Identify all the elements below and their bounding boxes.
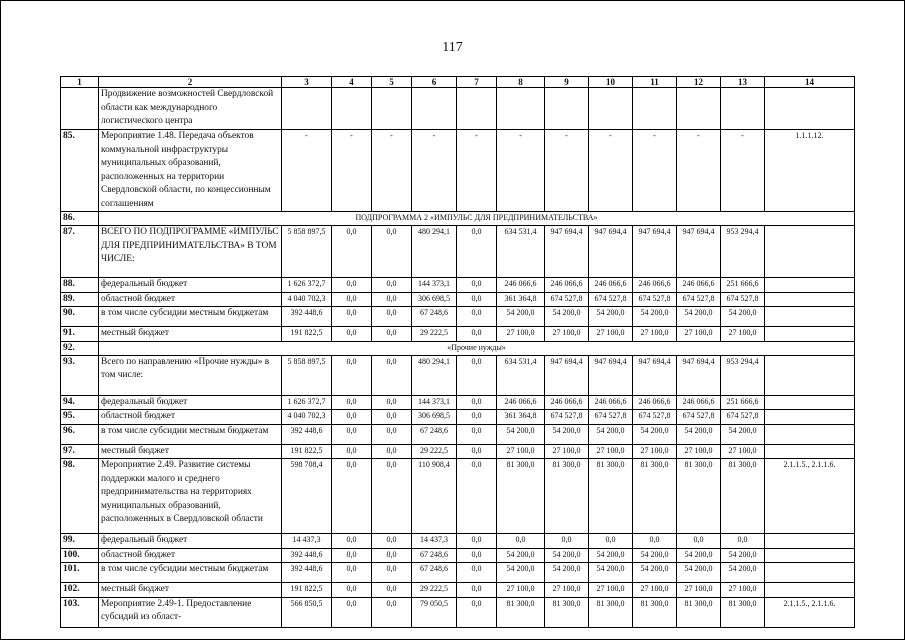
value-cell-col-11: 674 527,8 xyxy=(633,410,677,425)
value-cell-col-12: 27 100,0 xyxy=(677,583,721,598)
target-ref: 2.1.1.5., 2.1.1.6. xyxy=(765,597,855,627)
value-cell-col-3: 4 040 702,3 xyxy=(282,292,332,307)
value-cell-col-3: 5 858 897,5 xyxy=(282,355,332,395)
row-name: федеральный бюджет xyxy=(99,395,282,410)
row-number: 98. xyxy=(61,459,99,534)
target-ref: 2.1.1.5., 2.1.1.6. xyxy=(765,459,855,534)
value-cell-col-10: 27 100,0 xyxy=(589,327,633,342)
table-row xyxy=(61,410,855,425)
value-cell-col-7: 0,0 xyxy=(457,410,497,425)
value-cell-col-4: 0,0 xyxy=(332,459,372,534)
value-cell-col-5: 0,0 xyxy=(372,395,412,410)
value-cell-col-3: 566 850,5 xyxy=(282,597,332,627)
value-cell-col-13: - xyxy=(721,130,765,212)
header-cell-6: 6 xyxy=(412,77,457,88)
target-ref xyxy=(765,548,855,563)
target-ref xyxy=(765,226,855,278)
value-cell-col-13: 27 100,0 xyxy=(721,327,765,342)
value-cell-col-5: 0,0 xyxy=(372,563,412,583)
value-cell-col-3: 392 448,6 xyxy=(282,548,332,563)
row-number: 86. xyxy=(61,212,99,226)
value-cell-col-12: 54 200,0 xyxy=(677,548,721,563)
value-cell-col-4: - xyxy=(332,130,372,212)
value-cell-col-8: 54 200,0 xyxy=(497,563,545,583)
value-cell-col-3: 4 040 702,3 xyxy=(282,410,332,425)
value-cell-col-6: 29 222,5 xyxy=(412,444,457,459)
value-cell-col-8: 634 531,4 xyxy=(497,226,545,278)
table-row xyxy=(61,563,855,583)
header-row xyxy=(61,77,855,88)
target-ref: 1.1.1.12. xyxy=(765,130,855,212)
row-name: областной бюджет xyxy=(99,548,282,563)
budget-table xyxy=(60,76,855,628)
value-cell-col-12: 674 527,8 xyxy=(677,410,721,425)
row-number: 97. xyxy=(61,444,99,459)
table-row xyxy=(61,327,855,342)
row-number: 95. xyxy=(61,410,99,425)
value-cell-col-8: - xyxy=(497,130,545,212)
table-row xyxy=(61,395,855,410)
value-cell-col-4: 0,0 xyxy=(332,548,372,563)
row-number: 91. xyxy=(61,327,99,342)
row-number: 101. xyxy=(61,563,99,583)
value-cell-col-3: 392 448,6 xyxy=(282,424,332,444)
value-cell-col-11: 246 066,6 xyxy=(633,395,677,410)
value-cell-col-9: - xyxy=(545,130,589,212)
value-cell-col-13: 251 666,6 xyxy=(721,278,765,293)
value-cell-col-7: 0,0 xyxy=(457,292,497,307)
value-cell-col-6: 14 437,3 xyxy=(412,534,457,549)
target-ref xyxy=(765,563,855,583)
target-ref xyxy=(765,355,855,395)
value-cell-col-12: - xyxy=(677,130,721,212)
table-row xyxy=(61,355,855,395)
row-number: 87. xyxy=(61,226,99,278)
value-cell-col-10 xyxy=(589,88,633,130)
value-cell-col-9: 0,0 xyxy=(545,534,589,549)
value-cell-col-12: 81 300,0 xyxy=(677,459,721,534)
value-cell-col-7: 0,0 xyxy=(457,459,497,534)
value-cell-col-7: 0,0 xyxy=(457,534,497,549)
target-ref xyxy=(765,444,855,459)
value-cell-col-7: 0,0 xyxy=(457,226,497,278)
value-cell-col-6: 110 908,4 xyxy=(412,459,457,534)
value-cell-col-5: 0,0 xyxy=(372,327,412,342)
value-cell-col-10: 54 200,0 xyxy=(589,563,633,583)
value-cell-col-8: 54 200,0 xyxy=(497,548,545,563)
value-cell-col-7: 0,0 xyxy=(457,563,497,583)
row-number xyxy=(61,88,99,130)
header-cell-14: 14 xyxy=(765,77,855,88)
value-cell-col-4: 0,0 xyxy=(332,278,372,293)
value-cell-col-9: 947 694,4 xyxy=(545,355,589,395)
row-number: 103. xyxy=(61,597,99,627)
value-cell-col-7: 0,0 xyxy=(457,424,497,444)
value-cell-col-13: 251 666,6 xyxy=(721,395,765,410)
value-cell-col-10: 674 527,8 xyxy=(589,410,633,425)
row-name: местный бюджет xyxy=(99,444,282,459)
value-cell-col-6: 144 373,1 xyxy=(412,278,457,293)
target-ref xyxy=(765,583,855,598)
table-row xyxy=(61,444,855,459)
target-ref xyxy=(765,278,855,293)
value-cell-col-12: 27 100,0 xyxy=(677,327,721,342)
value-cell-col-5: 0,0 xyxy=(372,444,412,459)
table-row xyxy=(61,292,855,307)
value-cell-col-11: 81 300,0 xyxy=(633,459,677,534)
value-cell-col-9: 674 527,8 xyxy=(545,292,589,307)
value-cell-col-9: 27 100,0 xyxy=(545,444,589,459)
value-cell-col-7: 0,0 xyxy=(457,395,497,410)
value-cell-col-8: 246 066,6 xyxy=(497,278,545,293)
value-cell-col-7: 0,0 xyxy=(457,444,497,459)
table-row xyxy=(61,597,855,627)
row-number: 90. xyxy=(61,307,99,327)
value-cell-col-13: 674 527,8 xyxy=(721,410,765,425)
value-cell-col-8: 27 100,0 xyxy=(497,583,545,598)
value-cell-col-11: 947 694,4 xyxy=(633,226,677,278)
value-cell-col-9: 54 200,0 xyxy=(545,424,589,444)
value-cell-col-9: 674 527,8 xyxy=(545,410,589,425)
section-title: ПОДПРОГРАММА 2 «ИМПУЛЬС ДЛЯ ПРЕДПРИНИМАТЕЛЬСТВА» xyxy=(99,212,855,226)
page-number: 117 xyxy=(442,40,463,55)
value-cell-col-8: 81 300,0 xyxy=(497,597,545,627)
row-name: местный бюджет xyxy=(99,327,282,342)
value-cell-col-11: 674 527,8 xyxy=(633,292,677,307)
value-cell-col-9 xyxy=(545,88,589,130)
value-cell-col-5 xyxy=(372,88,412,130)
header-cell-4: 4 xyxy=(332,77,372,88)
value-cell-col-12: 0,0 xyxy=(677,534,721,549)
value-cell-col-5: 0,0 xyxy=(372,307,412,327)
value-cell-col-4: 0,0 xyxy=(332,563,372,583)
value-cell-col-3: - xyxy=(282,130,332,212)
value-cell-col-4: 0,0 xyxy=(332,355,372,395)
value-cell-col-13: 27 100,0 xyxy=(721,583,765,598)
target-ref xyxy=(765,307,855,327)
value-cell-col-13: 54 200,0 xyxy=(721,307,765,327)
value-cell-col-8: 634 531,4 xyxy=(497,355,545,395)
value-cell-col-7: 0,0 xyxy=(457,548,497,563)
header-cell-2: 2 xyxy=(99,77,282,88)
value-cell-col-5: 0,0 xyxy=(372,278,412,293)
table-row xyxy=(61,534,855,549)
row-name: федеральный бюджет xyxy=(99,534,282,549)
section-title: «Прочие нужды» xyxy=(99,341,855,355)
value-cell-col-6: 29 222,5 xyxy=(412,327,457,342)
value-cell-col-5: 0,0 xyxy=(372,292,412,307)
value-cell-col-10: 54 200,0 xyxy=(589,424,633,444)
value-cell-col-12: 27 100,0 xyxy=(677,444,721,459)
value-cell-col-11: 54 200,0 xyxy=(633,424,677,444)
value-cell-col-5: 0,0 xyxy=(372,534,412,549)
row-name: Всего по направлению «Прочие нужды» в том числе: xyxy=(99,355,282,395)
value-cell-col-6: 79 050,5 xyxy=(412,597,457,627)
value-cell-col-11: 54 200,0 xyxy=(633,307,677,327)
row-number: 99. xyxy=(61,534,99,549)
value-cell-col-11: 54 200,0 xyxy=(633,548,677,563)
table-row xyxy=(61,459,855,534)
value-cell-col-9: 27 100,0 xyxy=(545,327,589,342)
value-cell-col-3: 598 708,4 xyxy=(282,459,332,534)
value-cell-col-8: 54 200,0 xyxy=(497,424,545,444)
table-row xyxy=(61,548,855,563)
value-cell-col-8: 81 300,0 xyxy=(497,459,545,534)
row-number: 88. xyxy=(61,278,99,293)
value-cell-col-11: 947 694,4 xyxy=(633,355,677,395)
value-cell-col-6: 67 248,6 xyxy=(412,548,457,563)
value-cell-col-6: 480 294,1 xyxy=(412,226,457,278)
target-ref xyxy=(765,410,855,425)
table-row xyxy=(61,130,855,212)
value-cell-col-4: 0,0 xyxy=(332,226,372,278)
value-cell-col-4: 0,0 xyxy=(332,292,372,307)
value-cell-col-4 xyxy=(332,88,372,130)
value-cell-col-9: 246 066,6 xyxy=(545,395,589,410)
value-cell-col-4: 0,0 xyxy=(332,534,372,549)
value-cell-col-13: 54 200,0 xyxy=(721,563,765,583)
value-cell-col-10: 674 527,8 xyxy=(589,292,633,307)
row-name: в том числе субсидии местным бюджетам xyxy=(99,563,282,583)
value-cell-col-8: 27 100,0 xyxy=(497,444,545,459)
section-row xyxy=(61,341,855,355)
value-cell-col-12: 54 200,0 xyxy=(677,424,721,444)
row-name: областной бюджет xyxy=(99,292,282,307)
value-cell-col-10: 27 100,0 xyxy=(589,444,633,459)
header-cell-13: 13 xyxy=(721,77,765,88)
value-cell-col-8 xyxy=(497,88,545,130)
value-cell-col-6: 67 248,6 xyxy=(412,307,457,327)
value-cell-col-13 xyxy=(721,88,765,130)
row-name: федеральный бюджет xyxy=(99,278,282,293)
value-cell-col-13: 0,0 xyxy=(721,534,765,549)
header-cell-7: 7 xyxy=(457,77,497,88)
value-cell-col-8: 27 100,0 xyxy=(497,327,545,342)
row-number: 89. xyxy=(61,292,99,307)
value-cell-col-6: 29 222,5 xyxy=(412,583,457,598)
value-cell-col-3: 191 822,5 xyxy=(282,327,332,342)
header-cell-9: 9 xyxy=(545,77,589,88)
value-cell-col-11: 246 066,6 xyxy=(633,278,677,293)
header-cell-10: 10 xyxy=(589,77,633,88)
row-name: Мероприятие 2.49. Развитие системы поддержки малого и среднего предпринимательства на территориях муниципальных образований, расположенных в Свердловской области xyxy=(99,459,282,534)
header-cell-1: 1 xyxy=(61,77,99,88)
value-cell-col-4: 0,0 xyxy=(332,424,372,444)
value-cell-col-10: 947 694,4 xyxy=(589,226,633,278)
value-cell-col-6: - xyxy=(412,130,457,212)
value-cell-col-11: - xyxy=(633,130,677,212)
target-ref xyxy=(765,395,855,410)
value-cell-col-9: 54 200,0 xyxy=(545,563,589,583)
value-cell-col-5: 0,0 xyxy=(372,597,412,627)
value-cell-col-3: 14 437,3 xyxy=(282,534,332,549)
value-cell-col-12: 54 200,0 xyxy=(677,307,721,327)
value-cell-col-7: 0,0 xyxy=(457,327,497,342)
target-ref xyxy=(765,327,855,342)
value-cell-col-10: - xyxy=(589,130,633,212)
value-cell-col-3: 5 858 897,5 xyxy=(282,226,332,278)
value-cell-col-10: 246 066,6 xyxy=(589,395,633,410)
value-cell-col-7 xyxy=(457,88,497,130)
target-ref xyxy=(765,88,855,130)
value-cell-col-3: 191 822,5 xyxy=(282,583,332,598)
value-cell-col-13: 54 200,0 xyxy=(721,424,765,444)
value-cell-col-3: 191 822,5 xyxy=(282,444,332,459)
value-cell-col-9: 27 100,0 xyxy=(545,583,589,598)
value-cell-col-5: 0,0 xyxy=(372,424,412,444)
table-row xyxy=(61,88,855,130)
value-cell-col-4: 0,0 xyxy=(332,583,372,598)
target-ref xyxy=(765,292,855,307)
target-ref xyxy=(765,424,855,444)
value-cell-col-12: 947 694,4 xyxy=(677,355,721,395)
value-cell-col-7: - xyxy=(457,130,497,212)
value-cell-col-12: 674 527,8 xyxy=(677,292,721,307)
value-cell-col-5: 0,0 xyxy=(372,410,412,425)
value-cell-col-10: 81 300,0 xyxy=(589,597,633,627)
table-row xyxy=(61,278,855,293)
value-cell-col-3: 392 448,6 xyxy=(282,563,332,583)
table-row xyxy=(61,226,855,278)
value-cell-col-9: 81 300,0 xyxy=(545,459,589,534)
value-cell-col-9: 54 200,0 xyxy=(545,307,589,327)
value-cell-col-9: 81 300,0 xyxy=(545,597,589,627)
value-cell-col-10: 54 200,0 xyxy=(589,548,633,563)
header-cell-12: 12 xyxy=(677,77,721,88)
section-row xyxy=(61,212,855,226)
value-cell-col-9: 54 200,0 xyxy=(545,548,589,563)
value-cell-col-3: 392 448,6 xyxy=(282,307,332,327)
value-cell-col-4: 0,0 xyxy=(332,327,372,342)
value-cell-col-13: 674 527,8 xyxy=(721,292,765,307)
value-cell-col-6: 67 248,6 xyxy=(412,424,457,444)
value-cell-col-6 xyxy=(412,88,457,130)
table-row xyxy=(61,424,855,444)
value-cell-col-8: 361 364,8 xyxy=(497,292,545,307)
row-name: областной бюджет xyxy=(99,410,282,425)
value-cell-col-5: 0,0 xyxy=(372,583,412,598)
row-name: ВСЕГО ПО ПОДПРОГРАММЕ «ИМПУЛЬС ДЛЯ ПРЕДПРИНИМАТЕЛЬСТВА» В ТОМ ЧИСЛЕ: xyxy=(99,226,282,278)
value-cell-col-6: 306 698,5 xyxy=(412,410,457,425)
value-cell-col-6: 306 698,5 xyxy=(412,292,457,307)
value-cell-col-8: 246 066,6 xyxy=(497,395,545,410)
value-cell-col-12: 947 694,4 xyxy=(677,226,721,278)
value-cell-col-6: 144 373,1 xyxy=(412,395,457,410)
value-cell-col-11: 81 300,0 xyxy=(633,597,677,627)
row-number: 96. xyxy=(61,424,99,444)
value-cell-col-8: 0,0 xyxy=(497,534,545,549)
target-ref xyxy=(765,534,855,549)
value-cell-col-9: 246 066,6 xyxy=(545,278,589,293)
value-cell-col-6: 67 248,6 xyxy=(412,563,457,583)
value-cell-col-11: 54 200,0 xyxy=(633,563,677,583)
value-cell-col-7: 0,0 xyxy=(457,583,497,598)
row-number: 85. xyxy=(61,130,99,212)
value-cell-col-8: 361 364,8 xyxy=(497,410,545,425)
value-cell-col-10: 947 694,4 xyxy=(589,355,633,395)
row-number: 92. xyxy=(61,341,99,355)
header-cell-11: 11 xyxy=(633,77,677,88)
value-cell-col-5: 0,0 xyxy=(372,355,412,395)
value-cell-col-7: 0,0 xyxy=(457,307,497,327)
value-cell-col-5: 0,0 xyxy=(372,226,412,278)
row-number: 93. xyxy=(61,355,99,395)
value-cell-col-10: 81 300,0 xyxy=(589,459,633,534)
value-cell-col-4: 0,0 xyxy=(332,444,372,459)
value-cell-col-10: 246 066,6 xyxy=(589,278,633,293)
row-name: в том числе субсидии местным бюджетам xyxy=(99,424,282,444)
row-number: 100. xyxy=(61,548,99,563)
value-cell-col-6: 480 294,1 xyxy=(412,355,457,395)
value-cell-col-13: 81 300,0 xyxy=(721,597,765,627)
header-cell-8: 8 xyxy=(497,77,545,88)
value-cell-col-11: 0,0 xyxy=(633,534,677,549)
row-name: Продвижение возможностей Свердловской области как международного логистического центра xyxy=(99,88,282,130)
value-cell-col-13: 81 300,0 xyxy=(721,459,765,534)
value-cell-col-11: 27 100,0 xyxy=(633,583,677,598)
value-cell-col-12: 81 300,0 xyxy=(677,597,721,627)
value-cell-col-4: 0,0 xyxy=(332,410,372,425)
value-cell-col-8: 54 200,0 xyxy=(497,307,545,327)
value-cell-col-4: 0,0 xyxy=(332,307,372,327)
value-cell-col-12: 54 200,0 xyxy=(677,563,721,583)
value-cell-col-11 xyxy=(633,88,677,130)
header-cell-3: 3 xyxy=(282,77,332,88)
row-name: Мероприятие 1.48. Передача объектов коммунальной инфраструктуры муниципальных образований, расположенных на территории Свердловской области, по концессионным соглашениям xyxy=(99,130,282,212)
row-name: в том числе субсидии местным бюджетам xyxy=(99,307,282,327)
value-cell-col-3: 1 626 372,7 xyxy=(282,278,332,293)
table-row xyxy=(61,307,855,327)
value-cell-col-5: 0,0 xyxy=(372,459,412,534)
value-cell-col-4: 0,0 xyxy=(332,395,372,410)
value-cell-col-9: 947 694,4 xyxy=(545,226,589,278)
value-cell-col-13: 54 200,0 xyxy=(721,548,765,563)
row-name: Мероприятие 2.49-1. Предоставление субсидий из област- xyxy=(99,597,282,627)
value-cell-col-13: 27 100,0 xyxy=(721,444,765,459)
value-cell-col-7: 0,0 xyxy=(457,278,497,293)
value-cell-col-3: 1 626 372,7 xyxy=(282,395,332,410)
value-cell-col-5: - xyxy=(372,130,412,212)
value-cell-col-12 xyxy=(677,88,721,130)
value-cell-col-5: 0,0 xyxy=(372,548,412,563)
value-cell-col-3 xyxy=(282,88,332,130)
value-cell-col-12: 246 066,6 xyxy=(677,278,721,293)
value-cell-col-10: 0,0 xyxy=(589,534,633,549)
value-cell-col-10: 54 200,0 xyxy=(589,307,633,327)
value-cell-col-11: 27 100,0 xyxy=(633,444,677,459)
value-cell-col-10: 27 100,0 xyxy=(589,583,633,598)
row-number: 94. xyxy=(61,395,99,410)
row-number: 102. xyxy=(61,583,99,598)
header-cell-5: 5 xyxy=(372,77,412,88)
value-cell-col-7: 0,0 xyxy=(457,597,497,627)
value-cell-col-13: 953 294,4 xyxy=(721,226,765,278)
value-cell-col-13: 953 294,4 xyxy=(721,355,765,395)
table-row xyxy=(61,583,855,598)
value-cell-col-11: 27 100,0 xyxy=(633,327,677,342)
value-cell-col-12: 246 066,6 xyxy=(677,395,721,410)
row-name: местный бюджет xyxy=(99,583,282,598)
value-cell-col-7: 0,0 xyxy=(457,355,497,395)
value-cell-col-4: 0,0 xyxy=(332,597,372,627)
